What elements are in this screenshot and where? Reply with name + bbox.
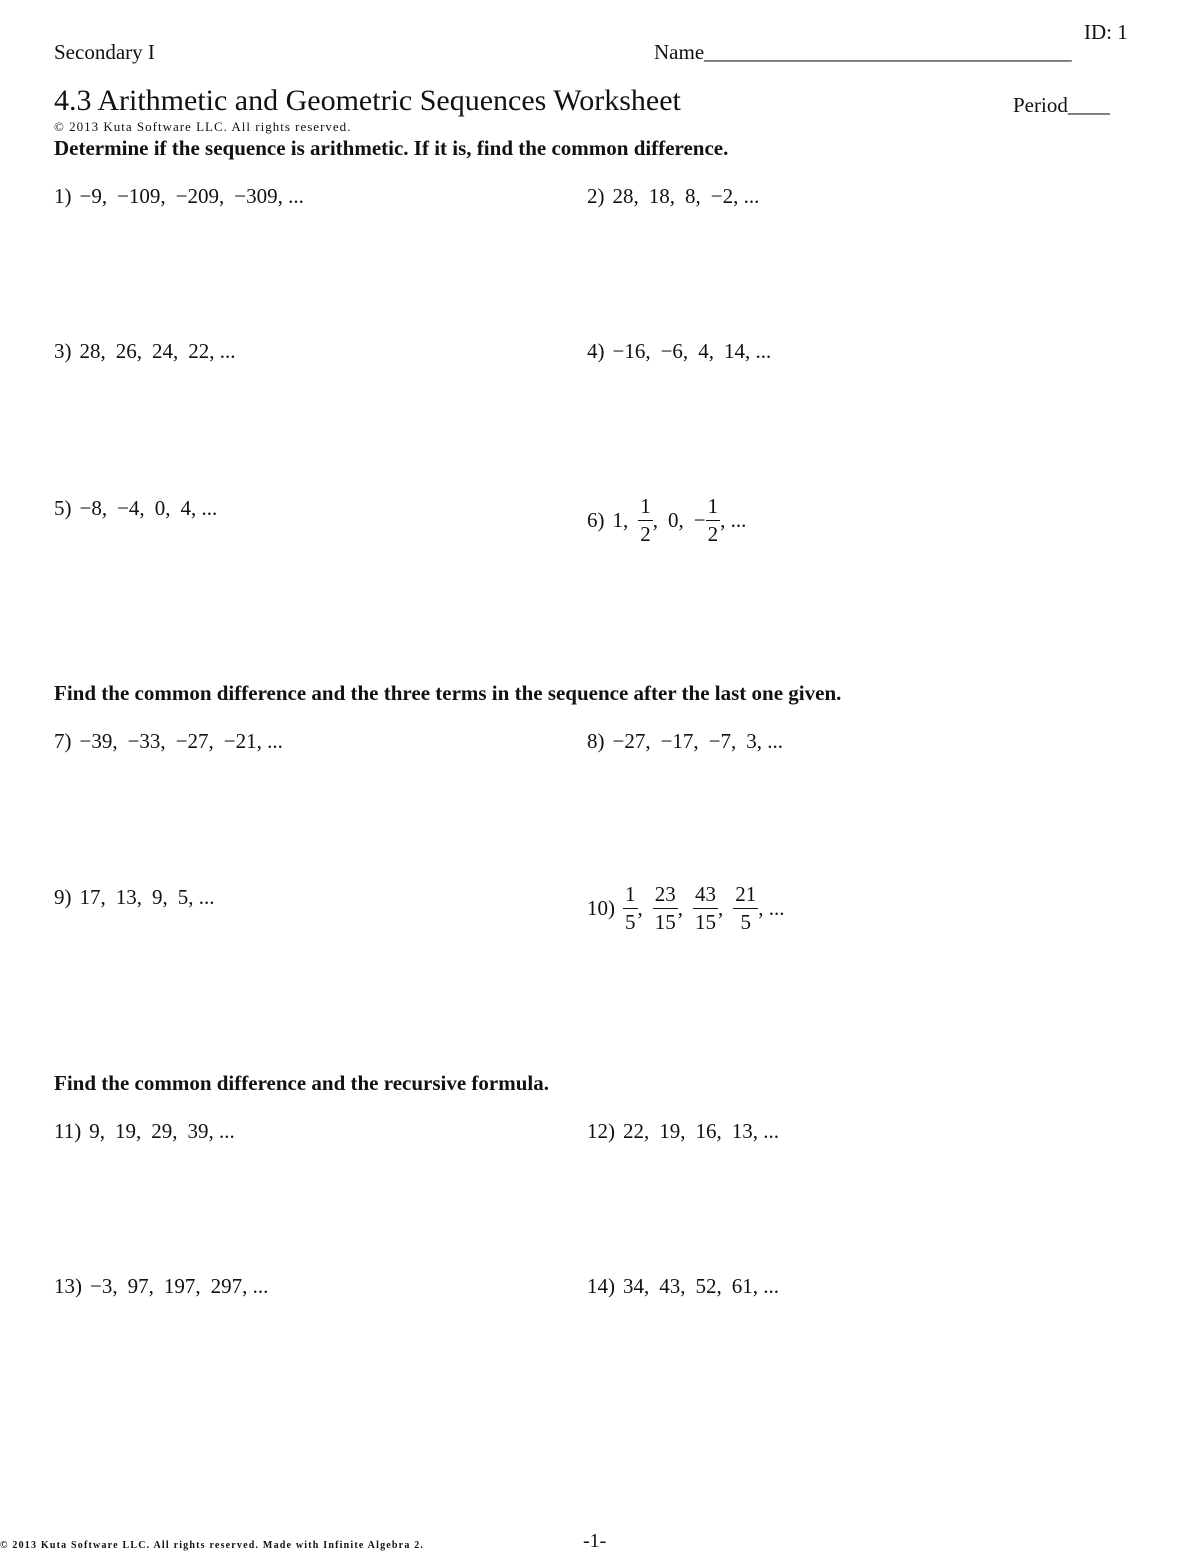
sequence-terms: [80, 496, 218, 521]
sequence-terms: [613, 496, 747, 545]
footer-copyright: © 2013 Kuta Software LLC. All rights reserved. Made with Infinite Algebra 2.: [0, 1540, 425, 1551]
sequence-term: 24,: [152, 339, 179, 363]
name-field: Name___________________________________: [654, 40, 1072, 64]
term-suffix: , ...: [720, 508, 747, 532]
sequence-term: −33,: [127, 729, 166, 753]
sequence-term: 19,: [114, 1119, 142, 1143]
fraction: [638, 496, 653, 545]
worksheet-id: ID: 1: [1084, 20, 1128, 44]
sequence-term: 97,: [127, 1274, 154, 1298]
numerator: 43: [693, 884, 718, 909]
problem-13: [54, 1274, 268, 1299]
section-3-instruction: Find the common difference and the recursive formula.: [54, 1071, 549, 1095]
problem-12: [587, 1119, 779, 1144]
problem-number: 7): [54, 729, 72, 753]
sequence-term: 39, ...: [187, 1119, 235, 1143]
sequence-term: 28,: [612, 184, 639, 208]
problem-number: 14): [587, 1274, 615, 1298]
problem-number: 11): [54, 1119, 82, 1143]
sequence-term: −4,: [117, 496, 145, 520]
sequence-term: −16,: [612, 339, 651, 363]
term-suffix: ,: [652, 508, 658, 532]
problem-number: 1): [54, 184, 72, 208]
denominator: 2: [640, 522, 651, 546]
sequence-terms: [623, 884, 785, 933]
sequence-term: 26,: [115, 339, 142, 363]
sequence-terms: [623, 1119, 779, 1144]
sequence-term: 8,: [685, 184, 701, 208]
page-number: -1-: [583, 1530, 607, 1552]
term-suffix: ,: [677, 896, 683, 920]
numerator: 23: [653, 884, 678, 909]
fraction-term: [733, 884, 784, 933]
page-title: 4.3 Arithmetic and Geometric Sequences Worksheet: [54, 84, 681, 117]
sequence-term: 34,: [623, 1274, 650, 1298]
sequence-term: 197,: [163, 1274, 201, 1298]
sequence-term: 14, ...: [723, 339, 772, 363]
term-suffix: ,: [637, 896, 643, 920]
sequence-term: 4, ...: [180, 496, 218, 520]
sequence-term: 19,: [659, 1119, 686, 1143]
fraction: [623, 884, 638, 933]
sequence-term: 4,: [698, 339, 714, 363]
header-copyright: © 2013 Kuta Software LLC. All rights reserved.: [54, 119, 352, 134]
sequence-terms: [623, 1274, 779, 1299]
term-sign: −: [693, 508, 706, 532]
numerator: 21: [733, 884, 758, 909]
problem-7: [54, 729, 283, 754]
denominator: 2: [707, 522, 719, 546]
sequence-term: −2, ...: [710, 184, 760, 208]
problem-number: 4): [587, 339, 605, 363]
sequence-term: 52,: [695, 1274, 722, 1298]
sequence-term: 22,: [623, 1119, 650, 1143]
problem-9: [54, 885, 215, 910]
term-suffix: , ...: [758, 896, 785, 920]
problem-2: [587, 184, 759, 209]
problem-3: [54, 339, 236, 364]
fraction: [693, 884, 718, 933]
sequence-term: −27,: [612, 729, 651, 753]
sequence-term: 28,: [79, 339, 106, 363]
problem-number: 6): [587, 508, 605, 532]
problem-11: [54, 1119, 235, 1144]
problem-number: 12): [587, 1119, 615, 1143]
section-2-instruction: Find the common difference and the three terms in the sequence after the last one given.: [54, 681, 842, 705]
sequence-term: −39,: [79, 729, 118, 753]
fraction-term: [693, 884, 723, 933]
problem-number: 8): [587, 729, 605, 753]
fraction-term: [694, 496, 747, 545]
sequence-terms: [613, 184, 760, 209]
problem-number: 3): [54, 339, 72, 363]
fraction-term: [638, 496, 658, 545]
problem-8: [587, 729, 783, 754]
sequence-term: 43,: [659, 1274, 686, 1298]
sequence-term: 29,: [151, 1119, 178, 1143]
sequence-term: 9,: [152, 885, 168, 909]
sequence-term: −3,: [90, 1274, 118, 1298]
denominator: 15: [695, 910, 716, 934]
fraction-term: [623, 884, 643, 933]
problem-4: [587, 339, 771, 364]
sequence-terms: [90, 1274, 268, 1299]
fraction: [733, 884, 758, 933]
sequence-term: −209,: [175, 184, 225, 208]
sequence-term: 61, ...: [731, 1274, 779, 1298]
denominator: 5: [740, 910, 751, 934]
sequence-term: −17,: [660, 729, 699, 753]
numerator: 1: [706, 496, 721, 521]
sequence-terms: [80, 885, 215, 910]
term-suffix: ,: [718, 896, 724, 920]
sequence-term: 3, ...: [746, 729, 784, 753]
problem-6: [587, 496, 746, 545]
sequence-term: −109,: [117, 184, 166, 208]
sequence-terms: [613, 339, 772, 364]
sequence-term: 13, ...: [731, 1119, 779, 1143]
section-1-instruction: Determine if the sequence is arithmetic. If it is, find the common difference.: [54, 136, 729, 160]
sequence-terms: [80, 339, 236, 364]
denominator: 5: [625, 910, 636, 934]
sequence-term: 18,: [648, 184, 675, 208]
numerator: 1: [638, 496, 653, 521]
fraction-term: [653, 884, 683, 933]
sequence-term: −9,: [79, 184, 108, 208]
sequence-term: 22, ...: [188, 339, 236, 363]
problem-14: [587, 1274, 779, 1299]
sequence-term: −7,: [708, 729, 737, 753]
sequence-terms: [80, 729, 283, 754]
sequence-term: 13,: [115, 885, 142, 909]
problem-number: 9): [54, 885, 72, 909]
numerator: 1: [623, 884, 638, 909]
sequence-terms: [80, 184, 304, 209]
problem-1: [54, 184, 304, 209]
sequence-term: −27,: [175, 729, 214, 753]
sequence-term: 1,: [612, 508, 629, 532]
sequence-terms: [613, 729, 784, 754]
problem-5: [54, 496, 217, 521]
sequence-term: −6,: [660, 339, 689, 363]
problem-number: 13): [54, 1274, 82, 1298]
sequence-term: −21, ...: [223, 729, 283, 753]
problem-10: [587, 884, 785, 933]
period-field: Period____: [1013, 93, 1110, 117]
problem-number: 10): [587, 896, 615, 920]
sequence-term: 16,: [695, 1119, 722, 1143]
sequence-term: 5, ...: [177, 885, 215, 909]
sequence-term: 9,: [89, 1119, 105, 1143]
sequence-term: −309, ...: [234, 184, 304, 208]
sequence-term: 0,: [154, 496, 171, 520]
fraction: [706, 496, 721, 545]
sequence-term: 17,: [79, 885, 106, 909]
sequence-term: −8,: [79, 496, 108, 520]
course-name: Secondary I: [54, 40, 155, 64]
sequence-term: 0,: [668, 508, 684, 532]
sequence-terms: [89, 1119, 235, 1144]
sequence-term: 297, ...: [210, 1274, 269, 1298]
fraction: [653, 884, 678, 933]
problem-number: 2): [587, 184, 605, 208]
problem-number: 5): [54, 496, 72, 520]
denominator: 15: [654, 910, 676, 934]
